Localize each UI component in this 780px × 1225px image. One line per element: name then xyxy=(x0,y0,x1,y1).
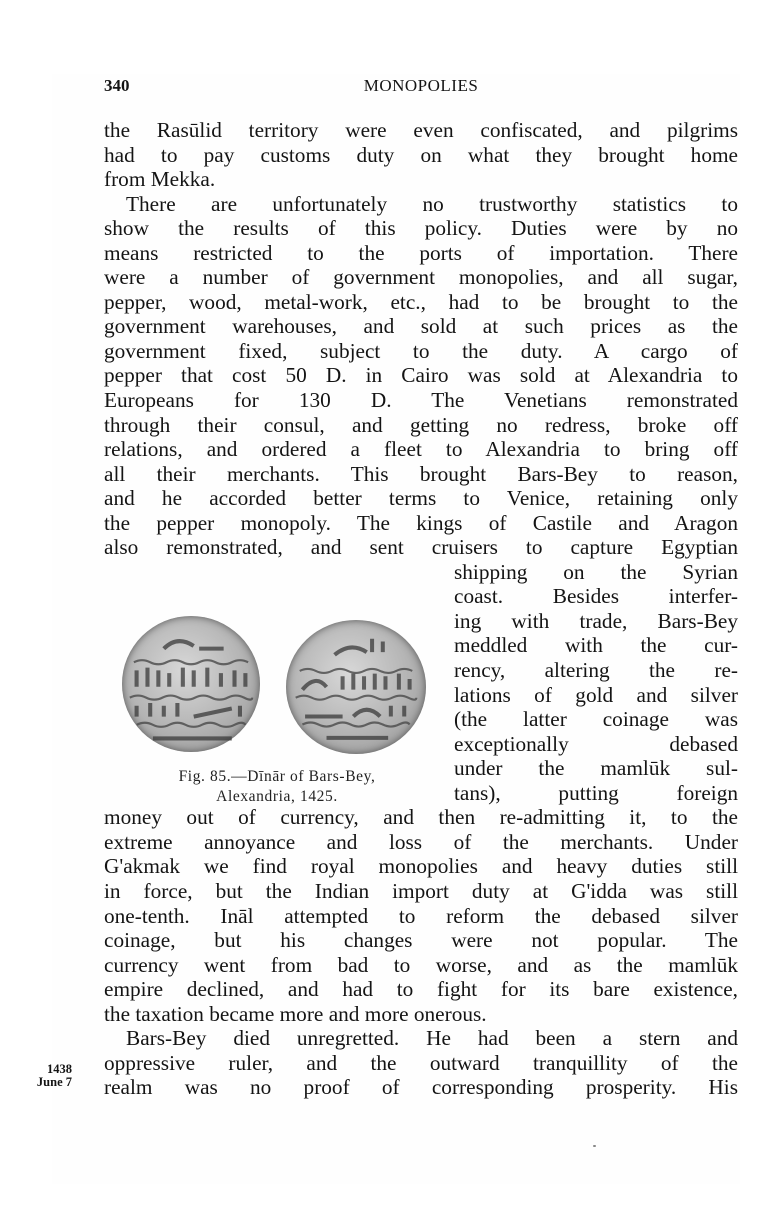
page-number: 340 xyxy=(104,76,130,95)
text-line: means restricted to the ports of importation. There xyxy=(104,240,738,265)
figure-coins xyxy=(112,590,442,810)
text-line: Bars-Bey died unregretted. He had been a stern and xyxy=(126,1026,738,1051)
text-line: all their merchants. This brought Bars-Bey to reason, xyxy=(104,461,738,486)
text-line: were a number of government monopolies, and all sugar, xyxy=(104,265,738,290)
wrapped-text-line: exceptionally debased xyxy=(454,731,738,756)
figure-caption-line1: Fig. 85.—Dīnār of Bars-Bey, xyxy=(178,768,376,785)
text-line: one-tenth. Ināl attempted to reform the debased silver xyxy=(104,903,738,928)
figure-caption-line2: Alexandria, 1425. xyxy=(216,788,338,805)
wrapped-text-line: meddled with the cur- xyxy=(454,633,738,658)
text-line: There are unfortunately no trustworthy statistics to xyxy=(126,191,738,216)
text-line: in force, but the Indian import duty at G'idda was still xyxy=(104,878,738,903)
text-line: also remonstrated, and sent cruisers to capture Egyptian xyxy=(104,535,738,560)
page-header xyxy=(104,76,738,100)
wrapped-text-line: under the mamlūk sul- xyxy=(454,756,738,781)
text-line: extreme annoyance and loss of the merchants. Under xyxy=(104,829,738,854)
coin-reverse-image xyxy=(286,620,426,754)
text-line: through their consul, and getting no redress, broke off xyxy=(104,412,738,437)
text-line: the pepper monopoly. The kings of Castile and Aragon xyxy=(104,510,738,535)
text-line: had to pay customs duty on what they brought home xyxy=(104,142,738,167)
text-line: the Rasūlid territory were even confiscated, and pilgrims xyxy=(104,118,738,142)
text-line: empire declined, and had to fight for its bare existence, xyxy=(104,977,738,1002)
text-line: currency went from bad to worse, and as the mamlūk xyxy=(104,952,738,977)
wrapped-text-line: tans), putting foreign xyxy=(454,780,738,805)
text-line: oppressive ruler, and the outward tranquillity of the xyxy=(104,1050,738,1075)
text-line: from Mekka. xyxy=(104,167,216,192)
margin-date: June 7 xyxy=(36,1075,72,1089)
text-line: government fixed, subject to the duty. A cargo of xyxy=(104,338,738,363)
running-title: MONOPOLIES xyxy=(363,76,479,95)
text-line: relations, and ordered a fleet to Alexandria to bring off xyxy=(104,437,738,462)
text-line: government warehouses, and sold at such prices as the xyxy=(104,314,738,339)
text-line: the taxation became more and more onerous. xyxy=(104,1001,487,1026)
margin-date-note xyxy=(30,1063,72,1089)
text-line: pepper, wood, metal-work, etc., had to be brought to the xyxy=(104,289,738,314)
wrapped-text-line: (the latter coinage was xyxy=(454,707,738,732)
text-line: realm was no proof of corresponding prosperity. His xyxy=(104,1075,738,1100)
print-speck xyxy=(593,1145,596,1147)
text-line: G'akmak we find royal monopolies and heavy duties still xyxy=(104,854,738,879)
coin-inscription-pattern xyxy=(122,616,260,752)
wrapped-text-line: ing with trade, Bars-Bey xyxy=(454,608,738,633)
text-line: and he accorded better terms to Venice, retaining only xyxy=(104,486,738,511)
text-line: Europeans for 130 D. The Venetians remonstrated xyxy=(104,388,738,413)
coin-inscription-pattern xyxy=(286,620,426,754)
wrapped-text-line: lations of gold and silver xyxy=(454,682,738,707)
text-line: pepper that cost 50 D. in Cairo was sold at Alexandria to xyxy=(104,363,738,388)
wrapped-text-line: shipping on the Syrian xyxy=(454,559,738,584)
wrapped-text-line: rency, altering the re- xyxy=(454,658,738,683)
wrapped-text-line: coast. Besides interfer- xyxy=(454,584,738,609)
text-line: coinage, but his changes were not popular. The xyxy=(104,928,738,953)
text-line: money out of currency, and then re-admitting it, to the xyxy=(104,805,738,830)
coin-obverse-image xyxy=(122,616,260,752)
margin-year: 1438 xyxy=(47,1062,72,1076)
text-line: show the results of this policy. Duties were by no xyxy=(104,216,738,241)
